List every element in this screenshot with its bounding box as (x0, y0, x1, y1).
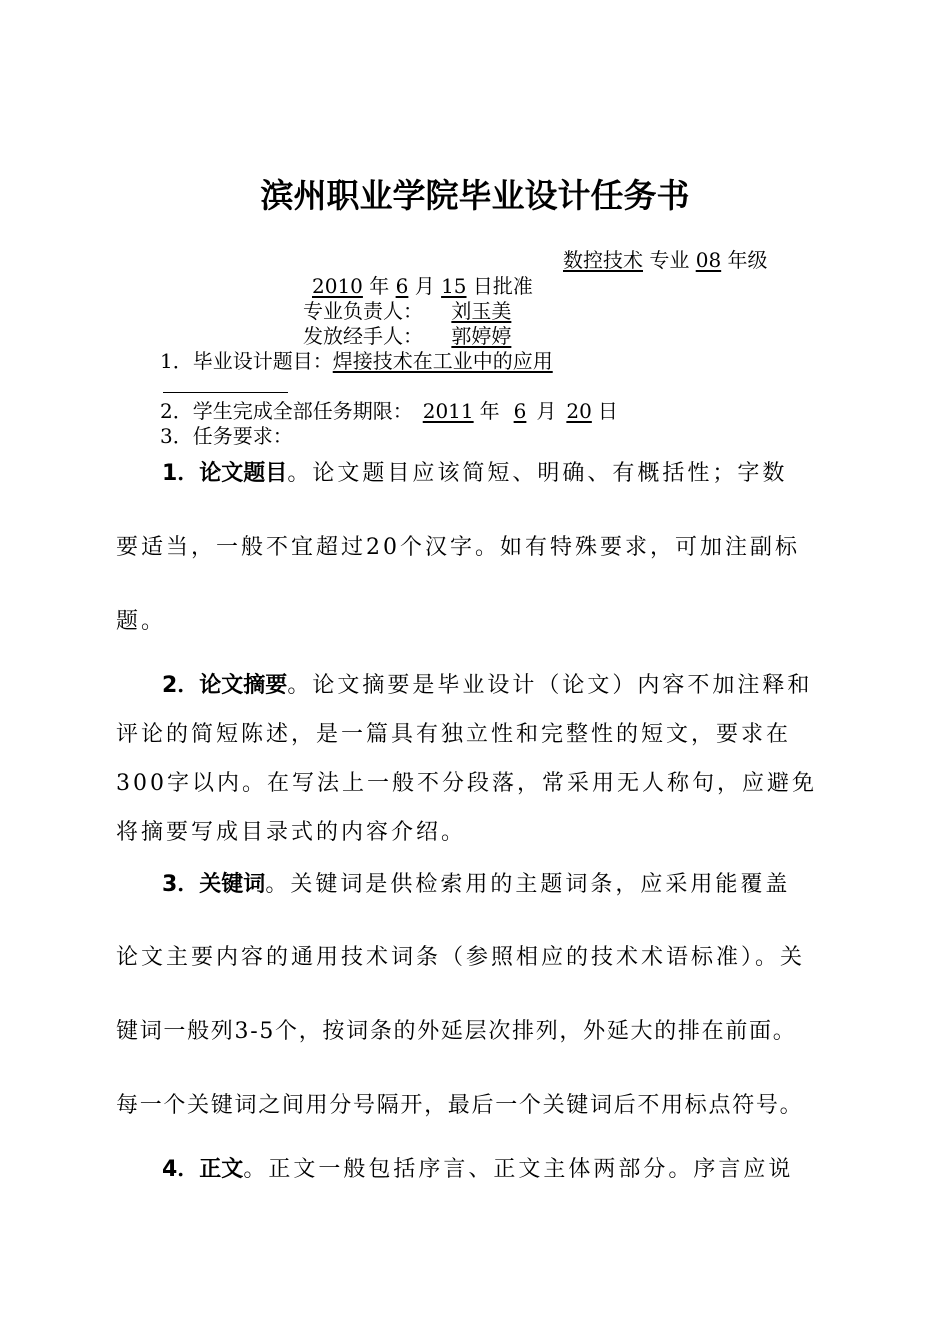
major-label: 专业 (649, 248, 690, 272)
section-1-first-line (162, 459, 787, 489)
deadline-day: 20 (566, 399, 592, 423)
section-3-line-2: 论文主要内容的通用技术词条（参照相应的技术术语标准）。关 (116, 945, 806, 970)
grade-value: 08 (695, 248, 722, 272)
section-1-line-3: 题。 (116, 609, 167, 634)
item-1-value: 焊接技术在工业中的应用 (332, 349, 553, 373)
approval-year: 2010 (312, 274, 363, 298)
deadline-month: 6 (513, 399, 527, 423)
section-3-heading: 3．关键词 (162, 872, 266, 897)
deadline-day-label: 日 (597, 399, 618, 423)
section-2-line-3: 300字以内。在写法上一般不分段落，常采用无人称句，应避免 (116, 771, 817, 796)
section-2-heading: 2．论文摘要 (162, 673, 288, 698)
grade-label: 年级 (727, 248, 768, 272)
section-4-first-line (162, 1155, 793, 1185)
topic-continuation-underline (163, 372, 288, 397)
issuer-line (303, 323, 539, 349)
issuer-label: 发放经手人： (303, 324, 423, 348)
section-3-text: 。关键词是供检索用的主题词条，应采用能覆盖 (265, 872, 791, 897)
section-3-line-3: 键词一般列3-5个，按词条的外延层次排列，外延大的排在前面。 (116, 1019, 797, 1044)
deadline-year-label: 年 (479, 399, 500, 423)
deadline-month-label: 月 (536, 399, 557, 423)
section-2-first-line (162, 671, 812, 701)
major-head-name: 刘玉美 (451, 299, 512, 323)
approval-month: 6 (395, 274, 409, 298)
section-2-line-2: 评论的简短陈述，是一篇具有独立性和完整性的短文，要求在 (116, 722, 792, 747)
item-1-topic (160, 348, 653, 374)
major-head-line (303, 298, 525, 324)
major-head-label: 专业负责人： (303, 299, 423, 323)
major-value: 数控技术 (563, 248, 643, 272)
approval-date-line (312, 273, 533, 299)
item-2-deadline (160, 398, 618, 424)
section-3-first-line (162, 870, 790, 900)
section-4-heading: 4．正文 (162, 1157, 244, 1182)
section-1-text: 。论文题目应该简短、明确、有概括性；字数 (287, 461, 788, 486)
item-1-label: 1．毕业设计题目： (160, 349, 333, 373)
document-title: 滨州职业学院毕业设计任务书 (260, 176, 690, 215)
section-4-text: 。正文一般包括序言、正文主体两部分。序言应说 (243, 1157, 794, 1182)
approval-day: 15 (441, 274, 467, 298)
approval-day-label: 日批准 (472, 274, 533, 298)
major-grade-line (563, 247, 768, 273)
section-2-text: 。论文摘要是毕业设计（论文）内容不加注释和 (287, 673, 813, 698)
section-2-line-4: 将摘要写成目录式的内容介绍。 (116, 820, 467, 845)
section-1-heading: 1．论文题目 (162, 461, 288, 486)
section-1-line-2: 要适当，一般不宜超过20个汉字。如有特殊要求，可加注副标 (116, 535, 800, 560)
deadline-year: 2011 (422, 399, 474, 423)
section-3-line-4: 每一个关键词之间用分号隔开，最后一个关键词后不用标点符号。 (116, 1093, 804, 1118)
item-3-requirements: 3．任务要求： (160, 424, 293, 448)
approval-year-label: 年 (369, 274, 390, 298)
item-2-label: 2．学生完成全部任务期限： (160, 399, 413, 423)
issuer-name: 郭婷婷 (451, 324, 512, 348)
approval-month-label: 月 (414, 274, 435, 298)
